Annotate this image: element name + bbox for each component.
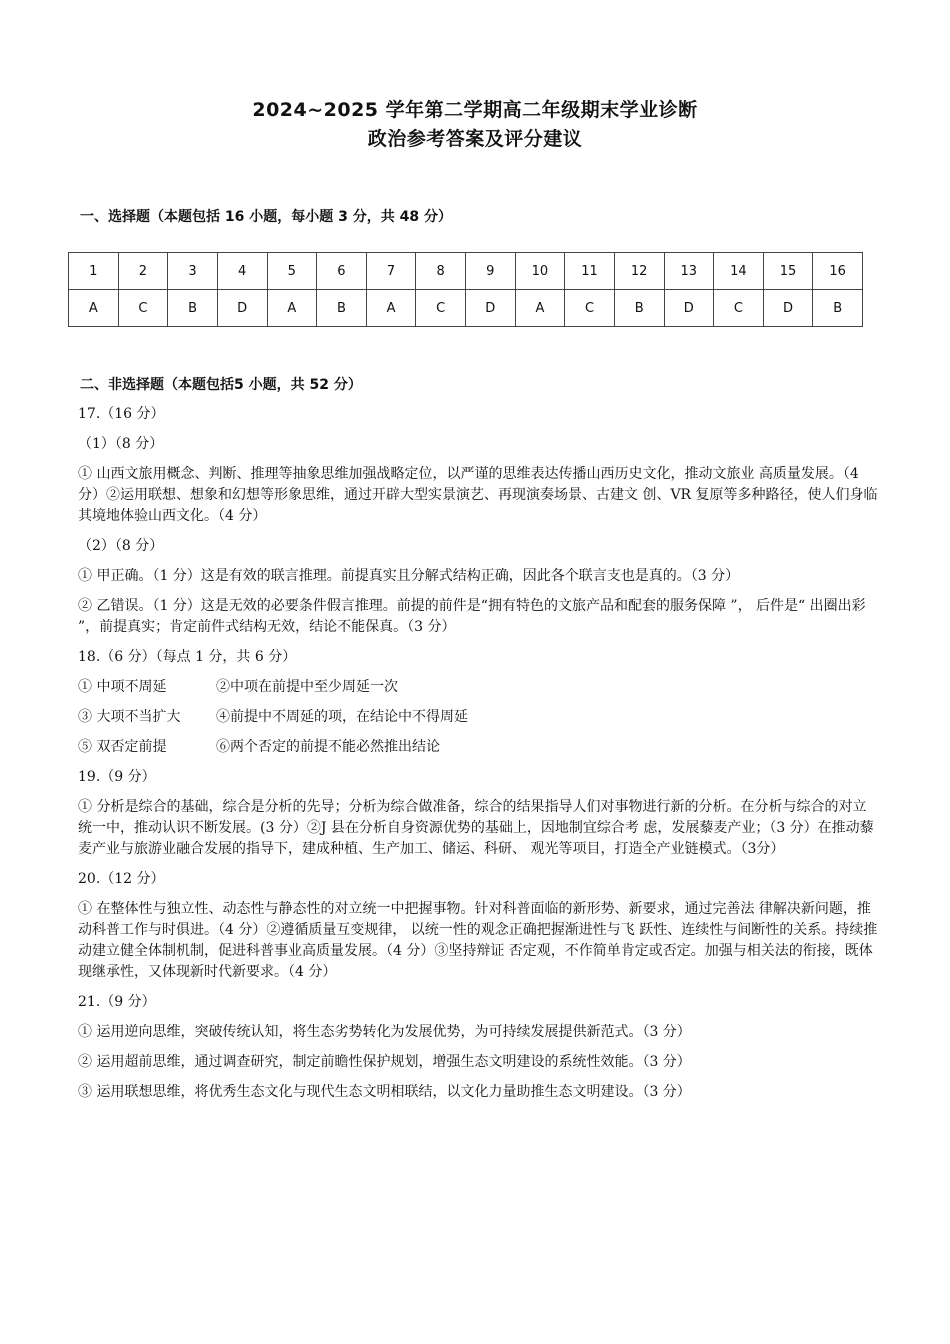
question-number: 13: [664, 253, 714, 290]
q18-item: ④前提中不周延的项，在结论中不得周延: [216, 709, 468, 725]
document-subtitle: 政治参考答案及评分建议: [367, 128, 583, 150]
answer-cell: A: [366, 290, 416, 327]
question-number: 12: [614, 253, 664, 290]
document-title: 2024~2025 学年第二学期高二年级期末学业诊断: [252, 99, 698, 121]
answer-cell: D: [217, 290, 267, 327]
answer-cell: D: [466, 290, 516, 327]
q18-item: ②中项在前提中至少周延一次: [216, 679, 398, 695]
q18-item: ① 中项不周延: [78, 679, 167, 695]
answer-cell: A: [69, 290, 119, 327]
q18-item: ③ 大项不当扩大: [78, 709, 181, 725]
question-number: 3: [168, 253, 218, 290]
section-1-heading: 一、选择题（本题包括 16 小题，每小题 3 分，共 48 分）: [80, 209, 452, 225]
q20-text: ① 在整体性与独立性、动态性与静态性的对立统一中把握事物。针对科普面临的新形势、新要求，通过完善法 律解决新问题，推动科普工作与时俱进。（4 分）②遵循质量互变规律， 以统一性的观念正确把握渐进性与飞 跃性、连续性与间断性的关系。持续推动建立健全体制机制，促进科普事业高质量发展。（4 分）③坚持辩证 否定观，不作简单肯定或否定。加强与相关法的衔接，既体现继承性，又体现新时代新要求。（4 分）: [78, 901, 878, 980]
q18-label: 18.（6 分）（每点 1 分，共 6 分）: [78, 649, 297, 665]
q21-item: ① 运用逆向思维，突破传统认知，将生态劣势转化为发展优势，为可持续发展提供新范式。（3 分）: [78, 1024, 691, 1040]
answer-cell: B: [317, 290, 367, 327]
question-number: 11: [565, 253, 615, 290]
question-number: 16: [813, 253, 863, 290]
answer-cell: B: [813, 290, 863, 327]
question-number: 9: [466, 253, 516, 290]
section-2-body: [78, 404, 878, 1112]
q17-part2-text-b: ② 乙错误。（1 分）这是无效的必要条件假言推理。前提的前件是“拥有特色的文旅产品和配套的服务保障 ”， 后件是“ 出圈出彩 ”，前提真实；肯定前件式结构无效，结论不能保真。（3 分）: [78, 598, 866, 635]
q17-part1-label: （1）（8 分）: [78, 436, 164, 452]
question-number: 4: [217, 253, 267, 290]
answer-cell: C: [118, 290, 168, 327]
answer-cell: C: [416, 290, 466, 327]
question-number: 7: [366, 253, 416, 290]
answer-row: [69, 290, 863, 327]
q18-row: [78, 677, 878, 698]
answer-cell: A: [267, 290, 317, 327]
q19-text: ① 分析是综合的基础，综合是分析的先导；分析为综合做准备，综合的结果指导人们对事物进行新的分析。在分析与综合的对立统一中，推动认识不断发展。(3 分）②J 县在分析自身资源优势的基础上，因地制宜综合考 虑，发展藜麦产业；（3 分）在推动藜麦产业与旅游业融合发展的指导下，建成种植、生产加工、储运、科研、 观光等项目，打造全产业链模式。（3分）: [78, 799, 874, 857]
answer-cell: C: [565, 290, 615, 327]
section-2-heading: 二、非选择题（本题包括5 小题，共 52 分）: [80, 377, 362, 393]
answer-cell: A: [515, 290, 565, 327]
question-number: 10: [515, 253, 565, 290]
question-number: 14: [714, 253, 764, 290]
q18-row: [78, 737, 878, 758]
q17-part1-text: ① 山西文旅用概念、判断、推理等抽象思维加强战略定位，以严谨的思维表达传播山西历史文化，推动文旅业 高质量发展。（4 分）②运用联想、想象和幻想等形象思维，通过开辟大型实景演艺、再现演奏场景、古建文 创、VR 复原等多种路径，使人们身临其境地体验山西文化。（4 分）: [78, 466, 878, 524]
q20-label: 20.（12 分）: [78, 871, 165, 887]
answer-cell: B: [614, 290, 664, 327]
q19-label: 19.（9 分）: [78, 769, 156, 785]
answer-cell: C: [714, 290, 764, 327]
q17-label: 17.（16 分）: [78, 406, 165, 422]
answer-cell: B: [168, 290, 218, 327]
q18-row: [78, 707, 878, 728]
question-number: 15: [763, 253, 813, 290]
question-number: 1: [69, 253, 119, 290]
answer-cell: D: [664, 290, 714, 327]
question-number: 8: [416, 253, 466, 290]
q21-item: ③ 运用联想思维，将优秀生态文化与现代生态文明相联结，以文化力量助推生态文明建设。（3 分）: [78, 1084, 691, 1100]
q17-part2-text-a: ① 甲正确。（1 分）这是有效的联言推理。前提真实且分解式结构正确，因此各个联言支也是真的。（3 分）: [78, 568, 740, 584]
q17-part2-label: （2）（8 分）: [78, 538, 164, 554]
answer-cell: D: [763, 290, 813, 327]
q18-item: ⑥两个否定的前提不能必然推出结论: [216, 739, 440, 755]
q21-item: ② 运用超前思维，通过调查研究，制定前瞻性保护规划，增强生态文明建设的系统性效能。（3 分）: [78, 1054, 691, 1070]
q21-label: 21.（9 分）: [78, 994, 156, 1010]
answer-table: [68, 252, 863, 327]
question-number-row: [69, 253, 863, 290]
question-number: 6: [317, 253, 367, 290]
question-number: 2: [118, 253, 168, 290]
q18-item: ⑤ 双否定前提: [78, 739, 167, 755]
question-number: 5: [267, 253, 317, 290]
